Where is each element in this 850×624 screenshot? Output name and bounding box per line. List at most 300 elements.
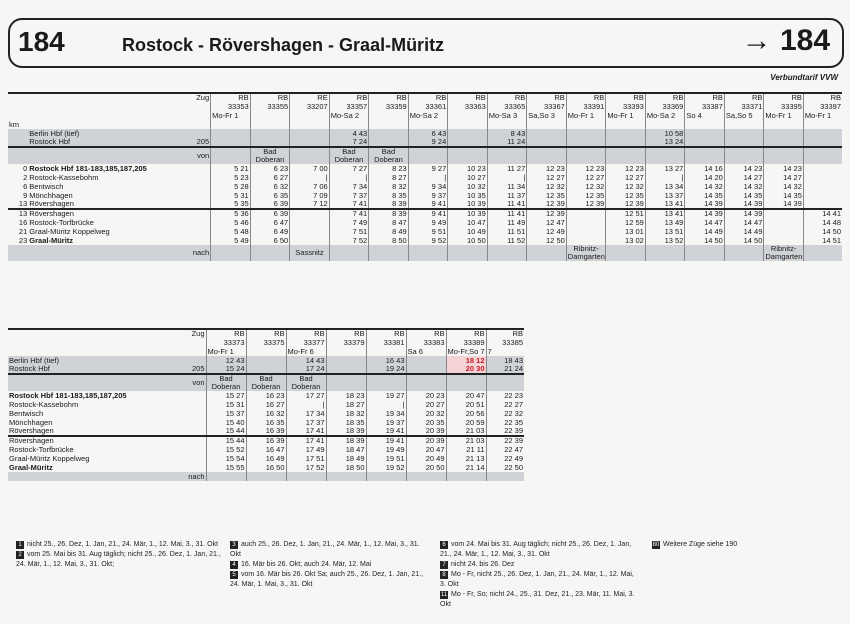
departure-time: 12 27 bbox=[527, 173, 567, 182]
destination-station bbox=[250, 245, 290, 261]
departure-time: 19 52 bbox=[366, 463, 406, 472]
train-days-row bbox=[8, 347, 524, 356]
km-label: km bbox=[9, 120, 19, 129]
origin-station: Bad Doberan bbox=[250, 147, 290, 164]
spacer bbox=[566, 120, 606, 129]
departure-time: 7 24 bbox=[329, 138, 369, 147]
departure-time: 16 39 bbox=[246, 427, 286, 436]
origin-station bbox=[486, 374, 524, 391]
departure-time: 21 03 bbox=[446, 436, 486, 445]
origin-station: Bad Doberan bbox=[246, 374, 286, 391]
departure-time bbox=[326, 365, 366, 374]
departure-time bbox=[406, 365, 446, 374]
departure-time bbox=[685, 129, 725, 138]
departure-time: 5 23 bbox=[211, 173, 251, 182]
train-days: Mo-Sa 2 bbox=[408, 111, 448, 120]
station-name: Graal-Müritz bbox=[29, 236, 74, 245]
train-type: RB bbox=[448, 93, 488, 102]
spacer bbox=[168, 347, 206, 356]
departure-time: 22 50 bbox=[486, 463, 524, 472]
spacer bbox=[803, 120, 842, 129]
origin-station: Bad Doberan bbox=[206, 374, 246, 391]
departure-time: | bbox=[366, 400, 406, 409]
footnote-item: 11 Mo - Fr, So; nicht 24., 25., 31. Dez, 21., 23. Mär, 11. Mai, 3. Okt bbox=[440, 591, 635, 608]
spacer bbox=[28, 102, 186, 111]
connection-row bbox=[8, 129, 842, 138]
departure-time: 12 35 bbox=[527, 191, 567, 200]
spacer bbox=[168, 338, 206, 347]
origin-station bbox=[408, 147, 448, 164]
train-type: RB bbox=[764, 93, 804, 102]
departure-time: 14 39 bbox=[685, 209, 725, 218]
train-days: Sa,So 3 bbox=[527, 111, 567, 120]
departure-time bbox=[764, 236, 804, 245]
origin-station bbox=[366, 374, 406, 391]
destination-station: Ribnitz-Damgarten bbox=[567, 245, 605, 261]
departure-time: 16 32 bbox=[246, 409, 286, 418]
departure-time: 5 31 bbox=[211, 191, 251, 200]
station-km: 205 bbox=[196, 138, 210, 147]
departure-time: 8 32 bbox=[369, 182, 409, 191]
departure-time: 15 24 bbox=[206, 365, 246, 374]
departure-time bbox=[764, 138, 804, 147]
departure-time: 4 43 bbox=[329, 129, 369, 138]
departure-time: 19 34 bbox=[366, 409, 406, 418]
train-days: 7 bbox=[486, 347, 524, 356]
train-number: 33379 bbox=[326, 338, 366, 347]
origin-row bbox=[8, 147, 842, 164]
departure-time: 12 35 bbox=[606, 191, 646, 200]
departure-time: 9 49 bbox=[408, 218, 448, 227]
departure-time: 14 35 bbox=[685, 191, 725, 200]
train-number: 33393 bbox=[606, 102, 646, 111]
departure-time bbox=[250, 138, 290, 147]
departure-time: 9 51 bbox=[408, 227, 448, 236]
train-type: RB bbox=[685, 93, 725, 102]
train-type: RB bbox=[486, 329, 524, 338]
destination-row bbox=[8, 245, 842, 261]
departure-time: 11 51 bbox=[487, 227, 527, 236]
departure-time: 12 32 bbox=[606, 182, 646, 191]
train-type: RB bbox=[566, 93, 606, 102]
timetable-header bbox=[8, 18, 844, 68]
departure-time: 15 27 bbox=[206, 391, 246, 400]
departure-time: 9 27 bbox=[408, 164, 448, 173]
spacer bbox=[28, 120, 186, 129]
station-name: Rostock-Kassebohm bbox=[29, 173, 99, 182]
departure-time: 5 49 bbox=[211, 236, 251, 245]
departure-time bbox=[764, 227, 804, 236]
station-row bbox=[8, 164, 842, 173]
departure-time bbox=[290, 218, 330, 227]
spacer bbox=[8, 129, 28, 138]
departure-time: 5 28 bbox=[211, 182, 251, 191]
station-name: Rostock-Kassebohm bbox=[9, 400, 79, 409]
connection-row bbox=[8, 365, 524, 374]
spacer bbox=[8, 138, 28, 147]
origin-station bbox=[406, 374, 446, 391]
departure-time: 14 32 bbox=[724, 182, 764, 191]
origin-station: Bad Doberan bbox=[286, 374, 326, 391]
station-row bbox=[8, 209, 842, 218]
spacer bbox=[685, 120, 725, 129]
station-row bbox=[8, 436, 524, 445]
station-km: 2 bbox=[23, 173, 28, 182]
departure-time: 10 39 bbox=[448, 200, 488, 209]
footnote-item: 8 Mo - Fr, nicht 25., 26. Dez, 1. Jan, 21., 24. Mär, 1., 12. Mai, 3. Okt bbox=[440, 571, 634, 588]
footnote-item: 6 vom 24. Mai bis 31. Aug täglich; nicht 25., 26. Dez, 1. Jan, 21., 24. Mär, 1., 12. Mai, 3., 31. Okt bbox=[440, 541, 632, 558]
destination-station bbox=[369, 245, 409, 261]
departure-time: 18 35 bbox=[326, 418, 366, 427]
departure-time: 6 39 bbox=[250, 200, 290, 209]
departure-time: 8 49 bbox=[369, 227, 409, 236]
departure-time: 18 47 bbox=[326, 445, 366, 454]
departure-time: 20 49 bbox=[406, 454, 446, 463]
spacer bbox=[28, 111, 186, 120]
departure-time: 16 35 bbox=[246, 418, 286, 427]
train-days: Mo-Fr 1 bbox=[566, 111, 606, 120]
departure-time bbox=[448, 129, 488, 138]
departure-time: 12 47 bbox=[527, 218, 567, 227]
station-name: Rostock Hbf bbox=[9, 365, 50, 374]
departure-time: 14 49 bbox=[724, 227, 764, 236]
departure-time: 15 52 bbox=[206, 445, 246, 454]
departure-time: 13 24 bbox=[645, 138, 685, 147]
departure-time: 16 50 bbox=[246, 463, 286, 472]
departure-time: 22 23 bbox=[486, 391, 524, 400]
nach-label: nach bbox=[192, 248, 210, 258]
station-row bbox=[8, 427, 524, 436]
departure-time: 9 41 bbox=[408, 200, 448, 209]
departure-time: 14 50 bbox=[685, 236, 725, 245]
departure-time bbox=[724, 138, 764, 147]
train-number: 33207 bbox=[290, 102, 330, 111]
train-days bbox=[448, 111, 488, 120]
footnote-col-3 bbox=[440, 540, 640, 610]
departure-time: 6 50 bbox=[250, 236, 290, 245]
zug-label bbox=[28, 93, 186, 102]
departure-time bbox=[764, 218, 804, 227]
departure-time: 7 52 bbox=[329, 236, 369, 245]
train-number: 33353 bbox=[211, 102, 251, 111]
departure-time: 15 55 bbox=[206, 463, 246, 472]
departure-time bbox=[764, 209, 804, 218]
departure-time: | bbox=[487, 173, 527, 182]
station-km: 13 bbox=[18, 200, 28, 209]
von-label: von bbox=[192, 378, 205, 388]
station-name: Bentwisch bbox=[29, 182, 64, 191]
departure-time: 10 32 bbox=[448, 182, 488, 191]
footnote-col-4 bbox=[652, 540, 842, 550]
spacer bbox=[369, 120, 409, 129]
departure-time: 9 52 bbox=[408, 236, 448, 245]
train-days: Mo-Fr 1 bbox=[803, 111, 842, 120]
zug-label: Zug bbox=[196, 93, 210, 102]
train-number: 33359 bbox=[369, 102, 409, 111]
train-days: Sa 6 bbox=[406, 347, 446, 356]
station-name: Mönchhagen bbox=[9, 418, 53, 427]
departure-time: 18 32 bbox=[326, 409, 366, 418]
train-days: Mo-Fr 1 bbox=[606, 111, 646, 120]
departure-time: 11 41 bbox=[487, 200, 527, 209]
departure-time: 19 37 bbox=[366, 418, 406, 427]
departure-time: 8 50 bbox=[369, 236, 409, 245]
departure-time bbox=[566, 129, 606, 138]
departure-time: 10 58 bbox=[645, 129, 685, 138]
departure-time: 12 39 bbox=[566, 200, 606, 209]
departure-time bbox=[803, 164, 842, 173]
departure-time bbox=[290, 129, 330, 138]
departure-time: 6 23 bbox=[250, 164, 290, 173]
departure-time bbox=[250, 129, 290, 138]
station-name: Rostock-Torfbrücke bbox=[9, 445, 74, 454]
station-row bbox=[8, 173, 842, 182]
departure-time: 7 12 bbox=[290, 200, 330, 209]
station-row bbox=[8, 463, 524, 472]
footnote-item: 4 16. Mär bis 26. Okt; auch 24. Mär, 12. Mai bbox=[230, 560, 430, 570]
train-type: RB bbox=[406, 329, 446, 338]
spacer bbox=[290, 120, 330, 129]
line-number: 184 bbox=[18, 26, 65, 57]
departure-time: 22 39 bbox=[486, 436, 524, 445]
departure-time bbox=[290, 209, 330, 218]
departure-time: 15 54 bbox=[206, 454, 246, 463]
departure-time: 13 02 bbox=[606, 236, 646, 245]
zug-label: Zug bbox=[191, 329, 205, 338]
departure-time: 5 21 bbox=[211, 164, 251, 173]
train-number: 33361 bbox=[408, 102, 448, 111]
departure-time bbox=[290, 227, 330, 236]
station-name: Graal-Müritz bbox=[9, 463, 53, 472]
departure-time bbox=[566, 218, 606, 227]
train-days: Mo-Sa 3 bbox=[487, 111, 527, 120]
departure-time: 15 40 bbox=[206, 418, 246, 427]
train-number: 33375 bbox=[246, 338, 286, 347]
departure-time: 12 49 bbox=[527, 227, 567, 236]
departure-time bbox=[406, 356, 446, 365]
departure-time: 12 39 bbox=[527, 200, 567, 209]
departure-time: 17 24 bbox=[286, 365, 326, 374]
departure-time bbox=[685, 138, 725, 147]
destination-station bbox=[286, 472, 326, 481]
station-km: 13 bbox=[18, 209, 28, 218]
departure-time: 14 39 bbox=[724, 209, 764, 218]
timetable-lower bbox=[8, 328, 524, 481]
departure-time: 12 23 bbox=[606, 164, 646, 173]
destination-station bbox=[724, 245, 764, 261]
departure-time: 7 00 bbox=[290, 164, 330, 173]
departure-time bbox=[246, 365, 286, 374]
train-number: 33387 bbox=[685, 102, 725, 111]
station-km: 6 bbox=[23, 182, 28, 191]
station-name: Berlin Hbf (tief) bbox=[9, 356, 60, 365]
departure-time: 13 41 bbox=[645, 209, 685, 218]
departure-time: 19 41 bbox=[366, 427, 406, 436]
destination-station bbox=[366, 472, 406, 481]
departure-time: 21 24 bbox=[486, 365, 524, 374]
departure-time: 21 14 bbox=[446, 463, 486, 472]
departure-time: 6 27 bbox=[250, 173, 290, 182]
departure-time: 6 32 bbox=[250, 182, 290, 191]
train-type: RB bbox=[286, 329, 326, 338]
departure-time: 9 34 bbox=[408, 182, 448, 191]
departure-time: 17 41 bbox=[286, 427, 326, 436]
departure-time: 20 39 bbox=[406, 427, 446, 436]
train-number: 33377 bbox=[286, 338, 326, 347]
destination-station bbox=[408, 245, 448, 261]
departure-time: 22 49 bbox=[486, 454, 524, 463]
departure-time: 14 39 bbox=[685, 200, 725, 209]
departure-time: | bbox=[329, 173, 369, 182]
departure-time: 11 27 bbox=[487, 164, 527, 173]
departure-time: 12 32 bbox=[527, 182, 567, 191]
departure-time: 13 27 bbox=[645, 164, 685, 173]
station-name: Rövershagen bbox=[9, 436, 54, 445]
departure-time: 14 23 bbox=[764, 164, 804, 173]
station-row bbox=[8, 200, 842, 209]
departure-time: 14 43 bbox=[286, 356, 326, 365]
departure-time bbox=[803, 129, 842, 138]
departure-time: 10 27 bbox=[448, 173, 488, 182]
departure-time: 6 43 bbox=[408, 129, 448, 138]
station-row bbox=[8, 191, 842, 200]
departure-time: 7 41 bbox=[329, 209, 369, 218]
departure-time bbox=[369, 129, 409, 138]
departure-time: 20 51 bbox=[446, 400, 486, 409]
departure-time: 22 32 bbox=[486, 409, 524, 418]
departure-time: 17 34 bbox=[286, 409, 326, 418]
departure-time bbox=[326, 356, 366, 365]
departure-time: 9 24 bbox=[408, 138, 448, 147]
departure-time: 18 23 bbox=[326, 391, 366, 400]
train-days: Mo-Fr 6 bbox=[286, 347, 326, 356]
departure-time bbox=[803, 182, 842, 191]
train-type: RB bbox=[206, 329, 246, 338]
spacer bbox=[764, 120, 804, 129]
destination-row bbox=[8, 472, 524, 481]
departure-time bbox=[369, 138, 409, 147]
train-type: RB bbox=[366, 329, 406, 338]
station-row bbox=[8, 418, 524, 427]
departure-time: 14 51 bbox=[803, 236, 842, 245]
timetable-upper bbox=[8, 92, 842, 261]
departure-time: 22 39 bbox=[486, 427, 524, 436]
departure-time: 13 01 bbox=[606, 227, 646, 236]
departure-time bbox=[211, 138, 251, 147]
destination-station bbox=[326, 472, 366, 481]
departure-time: 6 39 bbox=[250, 209, 290, 218]
departure-time: 9 37 bbox=[408, 191, 448, 200]
von-label: von bbox=[197, 151, 210, 161]
departure-time: 14 32 bbox=[764, 182, 804, 191]
departure-time bbox=[566, 227, 606, 236]
station-km: 23 bbox=[18, 236, 28, 245]
origin-station bbox=[211, 147, 251, 164]
train-days bbox=[290, 111, 330, 120]
departure-time: 15 31 bbox=[206, 400, 246, 409]
origin-station bbox=[606, 147, 646, 164]
nach-label bbox=[28, 245, 186, 261]
destination-station bbox=[206, 472, 246, 481]
departure-time: 10 50 bbox=[448, 236, 488, 245]
nach-label bbox=[8, 245, 28, 261]
departure-time: 20 35 bbox=[406, 418, 446, 427]
departure-time: 15 44 bbox=[206, 436, 246, 445]
train-number: 33383 bbox=[406, 338, 446, 347]
spacer bbox=[8, 111, 28, 120]
spacer bbox=[329, 120, 369, 129]
station-row bbox=[8, 182, 842, 191]
train-type: RB bbox=[250, 93, 290, 102]
train-days bbox=[246, 347, 286, 356]
station-row bbox=[8, 454, 524, 463]
station-name: Mönchhagen bbox=[29, 191, 73, 200]
departure-time: 10 39 bbox=[448, 209, 488, 218]
departure-time: 12 23 bbox=[566, 164, 606, 173]
departure-time: 16 47 bbox=[246, 445, 286, 454]
destination-station bbox=[246, 472, 286, 481]
departure-time: 10 23 bbox=[448, 164, 488, 173]
station-name: Graal-Müritz Koppelweg bbox=[29, 227, 110, 236]
station-name: Rövershagen bbox=[9, 427, 54, 436]
train-days bbox=[250, 111, 290, 120]
departure-time: 12 59 bbox=[606, 218, 646, 227]
origin-station bbox=[326, 374, 366, 391]
departure-time: 14 32 bbox=[685, 182, 725, 191]
departure-time: 21 13 bbox=[446, 454, 486, 463]
departure-time: 7 49 bbox=[329, 218, 369, 227]
train-number: 33369 bbox=[645, 102, 685, 111]
station-km bbox=[168, 356, 206, 365]
train-days bbox=[366, 347, 406, 356]
departure-time bbox=[803, 200, 842, 209]
train-days: So 4 bbox=[685, 111, 725, 120]
train-number: 33391 bbox=[566, 102, 606, 111]
destination-station bbox=[487, 245, 527, 261]
train-days: Mo-Fr 1 bbox=[206, 347, 246, 356]
departure-time: 13 52 bbox=[645, 236, 685, 245]
departure-time: 17 37 bbox=[286, 418, 326, 427]
departure-time: 14 47 bbox=[724, 218, 764, 227]
destination-station bbox=[606, 245, 646, 261]
departure-time: 12 27 bbox=[606, 173, 646, 182]
spacer bbox=[186, 120, 210, 129]
departure-time: 18 12 bbox=[446, 356, 486, 365]
departure-time: 18 50 bbox=[326, 463, 366, 472]
train-days bbox=[326, 347, 366, 356]
departure-time: 18 39 bbox=[326, 427, 366, 436]
departure-time: 5 35 bbox=[211, 200, 251, 209]
footnote-item: 3 auch 25., 26. Dez, 1. Jan, 21., 24. Mär, 1., 12. Mai, 3., 31. Okt bbox=[230, 541, 420, 558]
origin-station bbox=[803, 147, 842, 164]
origin-station bbox=[448, 147, 488, 164]
departure-time bbox=[566, 209, 606, 218]
train-type: RB bbox=[724, 93, 764, 102]
train-type: RB bbox=[329, 93, 369, 102]
departure-time: 13 49 bbox=[645, 218, 685, 227]
train-type: RB bbox=[211, 93, 251, 102]
station-name: Bentwisch bbox=[9, 409, 44, 418]
origin-station bbox=[527, 147, 567, 164]
train-type: RB bbox=[246, 329, 286, 338]
departure-time: 20 32 bbox=[406, 409, 446, 418]
departure-time bbox=[566, 138, 606, 147]
departure-time: 16 49 bbox=[246, 454, 286, 463]
origin-station bbox=[645, 147, 685, 164]
departure-time: 12 39 bbox=[527, 209, 567, 218]
departure-time: 11 52 bbox=[487, 236, 527, 245]
spacer bbox=[250, 120, 290, 129]
